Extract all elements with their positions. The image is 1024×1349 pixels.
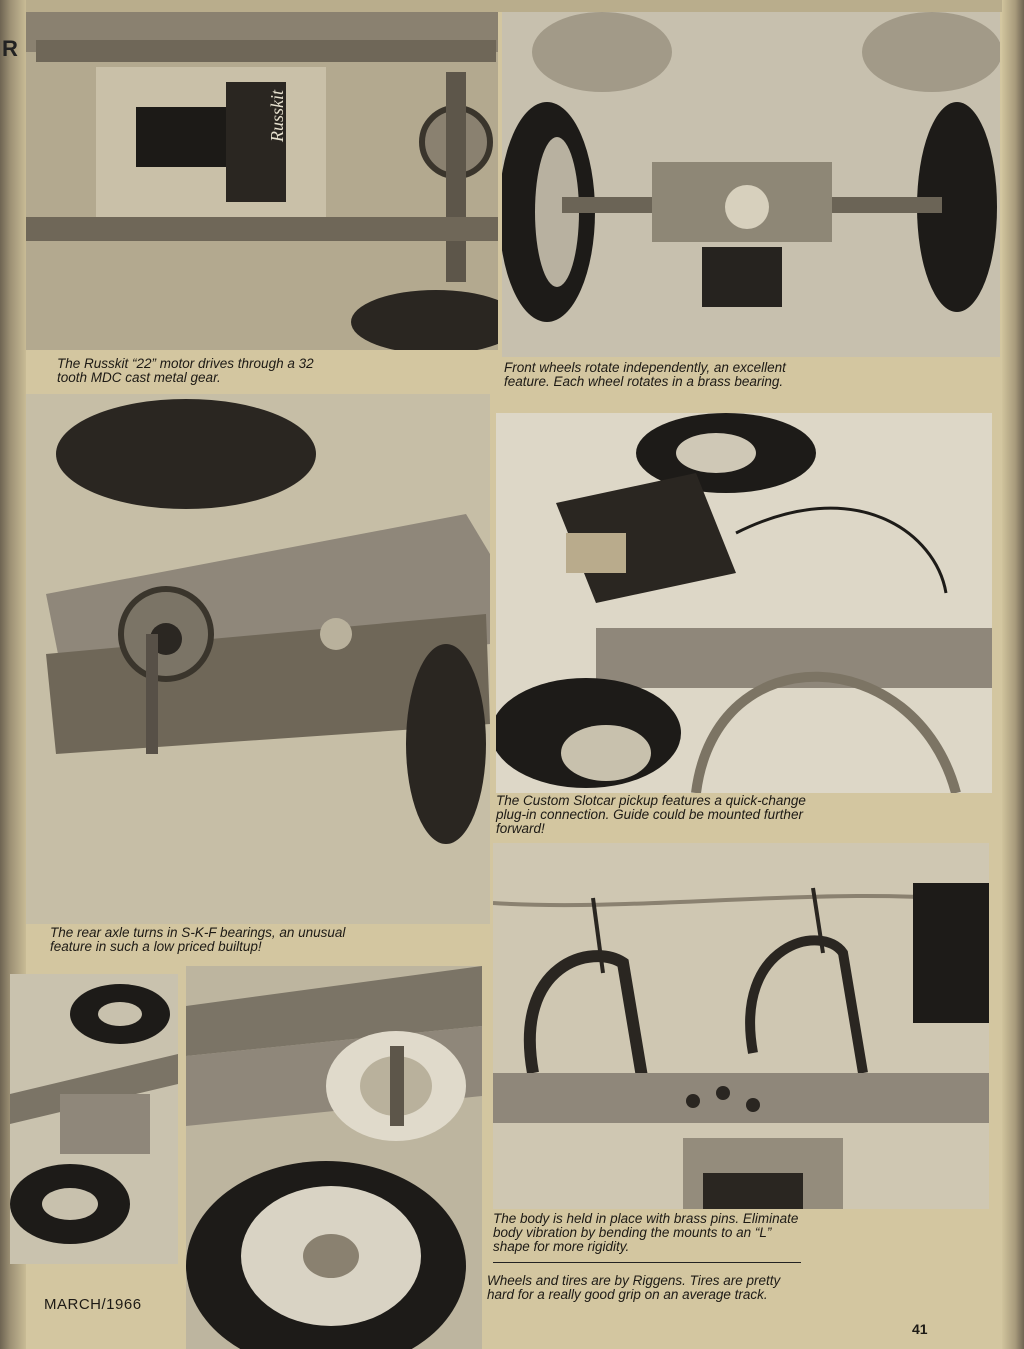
page-right-edge (1002, 0, 1024, 1349)
caption-motor: The Russkit “22” motor drives through a 32 tooth MDC cast metal gear. (57, 356, 314, 385)
caption-front-wheels: Front wheels rotate independently, an excellent feature. Each wheel rotates in a brass bearing. (504, 360, 786, 389)
footer-date: MARCH/1966 (44, 1296, 142, 1313)
page-number: 41 (912, 1321, 928, 1337)
photo-rear-axle (26, 394, 490, 924)
photo-wheels-tires (186, 966, 482, 1349)
caption-pickup: The Custom Slotcar pickup features a quick-change plug-in connection. Guide could be mounted further forward! (496, 793, 806, 836)
photo-small-chassis (10, 974, 178, 1264)
caption-wheels-tires: Wheels and tires are by Riggens. Tires are pretty hard for a really good grip on an average track. (487, 1273, 781, 1302)
photo-front-wheels (502, 12, 1000, 357)
caption-rear-axle: The rear axle turns in S-K-F bearings, an unusual feature in such a low priced builtup! (50, 925, 346, 954)
photo-motor-gear (26, 12, 498, 350)
photo-pickup (496, 413, 992, 793)
caption-divider (493, 1262, 801, 1263)
caption-body-pins: The body is held in place with brass pins. Eliminate body vibration by bending the mounts to an “L” shape for more rigidity. (493, 1211, 799, 1254)
photo-body-pins (493, 843, 989, 1209)
margin-letter: R (2, 36, 18, 61)
page-top-edge (0, 0, 1024, 12)
motor-brand-label: Russkit (267, 90, 287, 142)
